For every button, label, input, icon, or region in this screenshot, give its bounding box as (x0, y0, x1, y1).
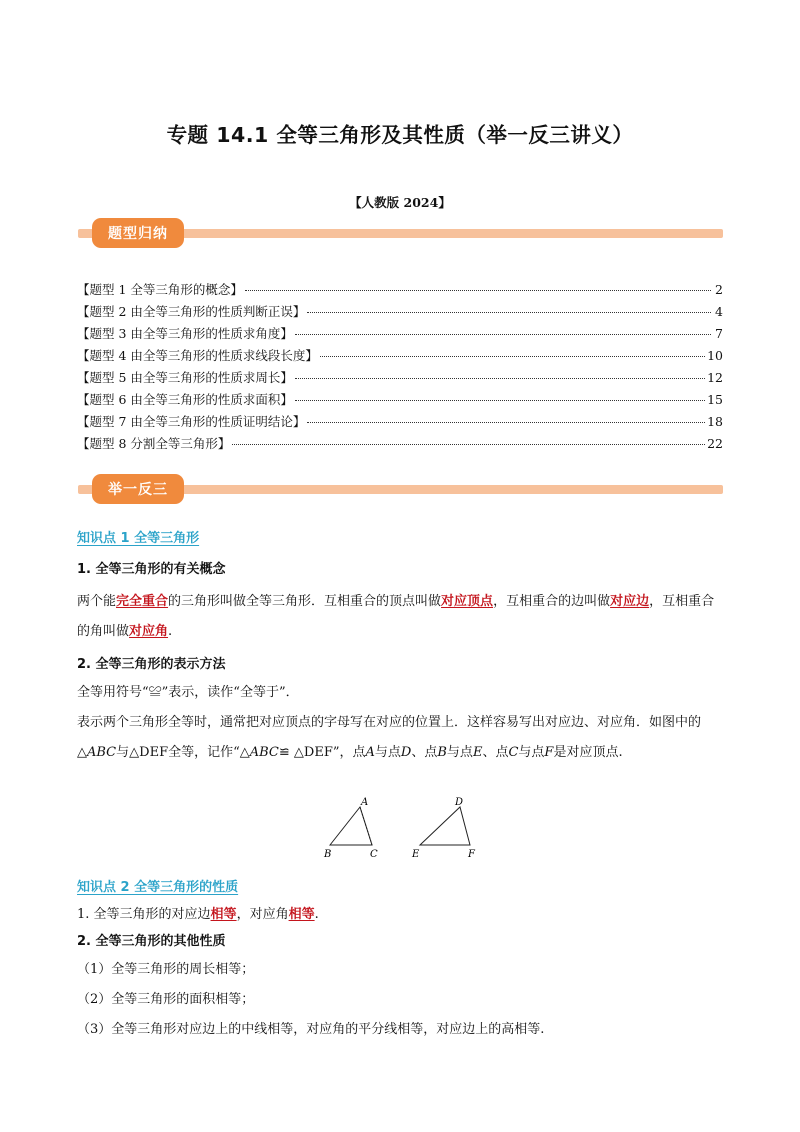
text: 与点 (446, 745, 473, 760)
label-e: E (412, 849, 420, 860)
text: 、点 (482, 745, 509, 760)
math-var: ABC (87, 745, 117, 760)
toc-leader (307, 312, 711, 313)
label-a: A (361, 797, 369, 808)
kp2-item: （2）全等三角形的面积相等； (77, 992, 255, 1007)
toc-leader (295, 400, 705, 401)
highlight-term: 相等 (288, 907, 315, 922)
examples-banner-label: 举一反三 (92, 474, 184, 504)
kp2-item: （3）全等三角形对应边上的中线相等，对应角的平分线相等，对应边上的高相等. (77, 1022, 545, 1037)
toc-item-page: 10 (707, 348, 723, 363)
toc-item[interactable] (77, 302, 723, 324)
toc-item-label: 【题型 6 由全等三角形的性质求面积】 (77, 392, 293, 407)
text: 全等，记作“ (168, 745, 240, 760)
text: 的三角形叫做全等三角形．互相重合的顶点叫做 (168, 594, 442, 609)
kp2-item: （1）全等三角形的周长相等； (77, 962, 255, 977)
text: 与点 (374, 745, 401, 760)
kp2-section (77, 906, 727, 1045)
toc-item-page: 12 (707, 370, 723, 385)
toc-item-label: 【题型 8 分割全等三角形】 (77, 436, 231, 451)
toc-item[interactable] (77, 324, 723, 346)
edition-label: 【人教版 2024】 (349, 195, 451, 210)
toc-leader (295, 334, 711, 335)
toc-banner (78, 218, 723, 248)
knowledge-point-2-heading: 知识点 2 全等三角形的性质 (77, 880, 239, 895)
text: △DEF (129, 745, 169, 760)
kp1-paragraph-1 (77, 587, 727, 647)
toc-leader (245, 290, 711, 291)
toc-item-label: 【题型 5 由全等三角形的性质求周长】 (77, 370, 293, 385)
toc-item-label: 【题型 2 由全等三角形的性质判断正误】 (77, 304, 306, 319)
examples-banner (78, 474, 723, 504)
label-b: B (324, 849, 332, 860)
toc-banner-label: 题型归纳 (92, 218, 184, 248)
table-of-contents (77, 280, 723, 456)
triangle-def (420, 807, 470, 845)
math-var: A (365, 745, 375, 760)
text: ，对应角 (236, 907, 289, 922)
triangle-symbol: △ (239, 745, 250, 760)
math-var: D (400, 745, 412, 760)
toc-leader (232, 444, 705, 445)
math-var: C (508, 745, 519, 760)
kp1-paragraph-2: 全等用符号“≌”表示，读作“全等于”． (77, 685, 299, 700)
highlight-term: 对应边 (610, 594, 650, 609)
toc-item-label: 【题型 3 由全等三角形的性质求角度】 (77, 326, 293, 341)
text: 、点 (411, 745, 438, 760)
toc-item[interactable] (77, 390, 723, 412)
text: ，互相重合的角叫做 (77, 594, 715, 639)
toc-item-page: 2 (715, 282, 723, 297)
highlight-term: 完全重合 (116, 594, 169, 609)
kp1-subheading-2: 2. 全等三角形的表示方法 (77, 657, 226, 672)
toc-item-page: 15 (707, 392, 723, 407)
highlight-term: 对应角 (129, 624, 169, 639)
text: 表示两个三角形全等时，通常把对应顶点的字母写在对应的位置上．这样容易写出对应边、对应角．如图中的 (77, 715, 702, 730)
math-var: ABC (249, 745, 279, 760)
label-c: C (370, 849, 378, 860)
text: ，互相重合的边叫做 (493, 594, 611, 609)
toc-item[interactable] (77, 346, 723, 368)
toc-item-label: 【题型 4 由全等三角形的性质求线段长度】 (77, 348, 318, 363)
kp1-section (77, 558, 727, 768)
toc-item-page: 22 (707, 436, 723, 451)
text: . (314, 907, 319, 922)
math-var: B (437, 745, 447, 760)
text: 与 (116, 745, 130, 760)
toc-item[interactable] (77, 280, 723, 302)
math-var: E (472, 745, 483, 760)
toc-leader (320, 356, 705, 357)
text: . (168, 624, 173, 639)
toc-leader (307, 422, 705, 423)
highlight-term: 相等 (210, 907, 237, 922)
math-var: F (544, 745, 554, 760)
kp1-subheading-1: 1. 全等三角形的有关概念 (77, 562, 226, 577)
text: 两个能 (77, 594, 117, 609)
label-f: F (468, 849, 475, 860)
knowledge-point-1-heading: 知识点 1 全等三角形 (77, 531, 200, 546)
page-title: 专题 14.1 全等三角形及其性质（举一反三讲义） (166, 123, 634, 147)
text: ≌ △DEF”，点 (278, 745, 366, 760)
text: 是对应顶点. (553, 745, 623, 760)
highlight-term: 对应顶点 (441, 594, 494, 609)
text: 与点 (518, 745, 545, 760)
toc-item[interactable] (77, 412, 723, 434)
kp2-subheading-2: 2. 全等三角形的其他性质 (77, 934, 226, 949)
kp2-paragraph-1 (77, 906, 727, 924)
triangle-symbol: △ (77, 745, 87, 760)
triangle-abc (330, 807, 372, 845)
kp1-paragraph-3 (77, 708, 727, 768)
text: 1. 全等三角形的对应边 (77, 907, 211, 922)
toc-item-page: 7 (715, 326, 723, 341)
label-d: D (455, 797, 464, 808)
triangle-figure (320, 797, 480, 861)
toc-item-page: 4 (715, 304, 723, 319)
toc-item-page: 18 (707, 414, 723, 429)
toc-item[interactable] (77, 434, 723, 456)
toc-leader (295, 378, 705, 379)
toc-item-label: 【题型 7 由全等三角形的性质证明结论】 (77, 414, 306, 429)
toc-item[interactable] (77, 368, 723, 390)
toc-item-label: 【题型 1 全等三角形的概念】 (77, 282, 243, 297)
